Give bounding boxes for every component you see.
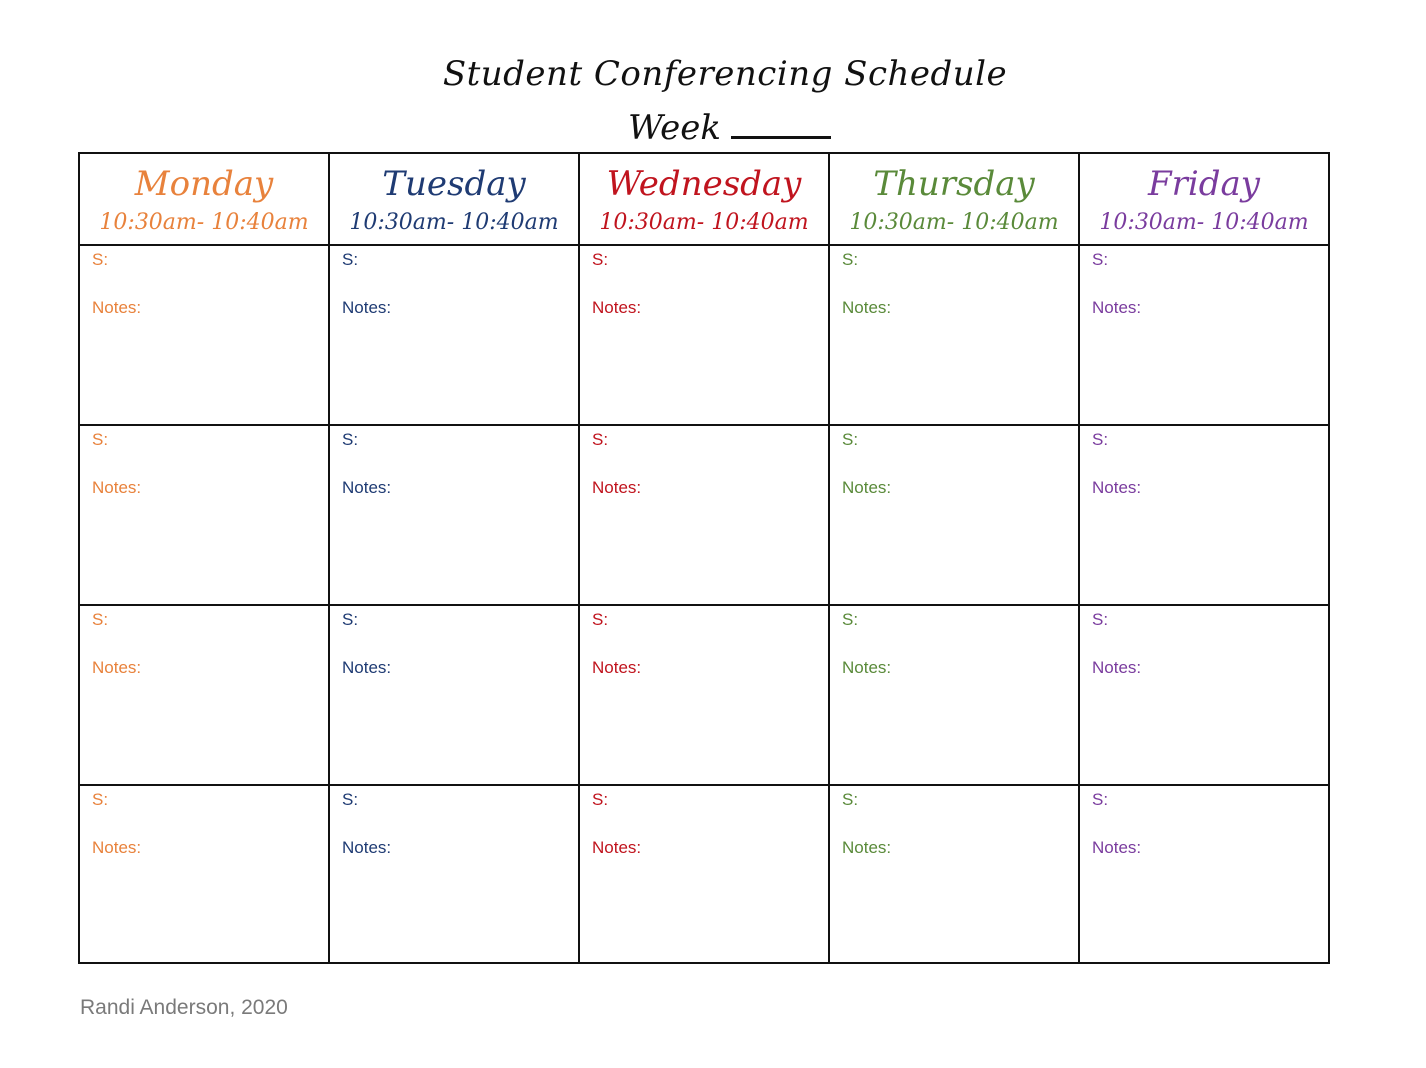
notes-label: Notes: — [342, 838, 392, 857]
slot-row — [79, 605, 1329, 785]
slot-cell-thursday[interactable] — [829, 245, 1079, 425]
day-name: Tuesday — [382, 164, 526, 204]
slot-cell-friday[interactable] — [1079, 605, 1329, 785]
schedule-body — [79, 245, 1329, 963]
slot-cell-monday[interactable] — [79, 605, 329, 785]
student-label: S: — [342, 250, 359, 269]
slot-row — [79, 245, 1329, 425]
student-label: S: — [92, 430, 109, 449]
header-row — [79, 153, 1329, 245]
day-time: 10:30am- 10:40am — [99, 210, 309, 235]
slot-cell-friday[interactable] — [1079, 245, 1329, 425]
day-header-tuesday — [329, 153, 579, 245]
slot-cell-tuesday[interactable] — [329, 425, 579, 605]
student-label: S: — [92, 790, 109, 809]
slot-cell-thursday[interactable] — [829, 785, 1079, 963]
notes-label: Notes: — [342, 478, 392, 497]
notes-label: Notes: — [842, 298, 892, 317]
slot-cell-wednesday[interactable] — [579, 785, 829, 963]
student-label: S: — [92, 250, 109, 269]
student-label: S: — [92, 610, 109, 629]
student-label: S: — [592, 430, 609, 449]
student-label: S: — [342, 610, 359, 629]
slot-cell-tuesday[interactable] — [329, 785, 579, 963]
notes-label: Notes: — [592, 838, 642, 857]
footer-credit: Randi Anderson, 2020 — [80, 996, 288, 1019]
student-label: S: — [342, 430, 359, 449]
slot-cell-monday[interactable] — [79, 785, 329, 963]
day-name: Monday — [134, 164, 274, 204]
slot-cell-tuesday[interactable] — [329, 605, 579, 785]
day-time: 10:30am- 10:40am — [599, 210, 809, 235]
schedule-table — [78, 152, 1330, 964]
slot-cell-monday[interactable] — [79, 425, 329, 605]
notes-label: Notes: — [842, 658, 892, 677]
student-label: S: — [592, 790, 609, 809]
day-name: Friday — [1148, 164, 1260, 204]
slot-row — [79, 425, 1329, 605]
student-label: S: — [1092, 250, 1109, 269]
day-time: 10:30am- 10:40am — [349, 210, 559, 235]
week-blank-line[interactable] — [731, 106, 831, 139]
student-label: S: — [842, 790, 859, 809]
notes-label: Notes: — [342, 298, 392, 317]
slot-row — [79, 785, 1329, 963]
week-label: Week — [628, 108, 722, 148]
day-header-thursday — [829, 153, 1079, 245]
student-label: S: — [592, 610, 609, 629]
student-label: S: — [842, 610, 859, 629]
slot-cell-monday[interactable] — [79, 245, 329, 425]
notes-label: Notes: — [92, 658, 142, 677]
slot-cell-thursday[interactable] — [829, 605, 1079, 785]
slot-cell-wednesday[interactable] — [579, 425, 829, 605]
notes-label: Notes: — [92, 298, 142, 317]
day-name: Thursday — [873, 164, 1035, 204]
slot-cell-tuesday[interactable] — [329, 245, 579, 425]
student-label: S: — [1092, 430, 1109, 449]
notes-label: Notes: — [342, 658, 392, 677]
page-title: Student Conferencing Schedule — [442, 54, 1008, 94]
notes-label: Notes: — [92, 838, 142, 857]
slot-cell-friday[interactable] — [1079, 425, 1329, 605]
day-time: 10:30am- 10:40am — [1099, 210, 1309, 235]
slot-cell-wednesday[interactable] — [579, 245, 829, 425]
student-label: S: — [1092, 790, 1109, 809]
notes-label: Notes: — [1092, 478, 1142, 497]
notes-label: Notes: — [592, 478, 642, 497]
notes-label: Notes: — [1092, 658, 1142, 677]
student-label: S: — [842, 430, 859, 449]
notes-label: Notes: — [1092, 298, 1142, 317]
notes-label: Notes: — [592, 298, 642, 317]
day-name: Wednesday — [606, 164, 802, 204]
notes-label: Notes: — [592, 658, 642, 677]
notes-label: Notes: — [842, 838, 892, 857]
notes-label: Notes: — [842, 478, 892, 497]
student-label: S: — [592, 250, 609, 269]
student-label: S: — [342, 790, 359, 809]
day-time: 10:30am- 10:40am — [849, 210, 1059, 235]
notes-label: Notes: — [92, 478, 142, 497]
day-header-monday — [79, 153, 329, 245]
student-label: S: — [842, 250, 859, 269]
notes-label: Notes: — [1092, 838, 1142, 857]
day-header-friday — [1079, 153, 1329, 245]
slot-cell-friday[interactable] — [1079, 785, 1329, 963]
slot-cell-wednesday[interactable] — [579, 605, 829, 785]
week-field — [628, 106, 831, 150]
day-header-wednesday — [579, 153, 829, 245]
slot-cell-thursday[interactable] — [829, 425, 1079, 605]
student-label: S: — [1092, 610, 1109, 629]
